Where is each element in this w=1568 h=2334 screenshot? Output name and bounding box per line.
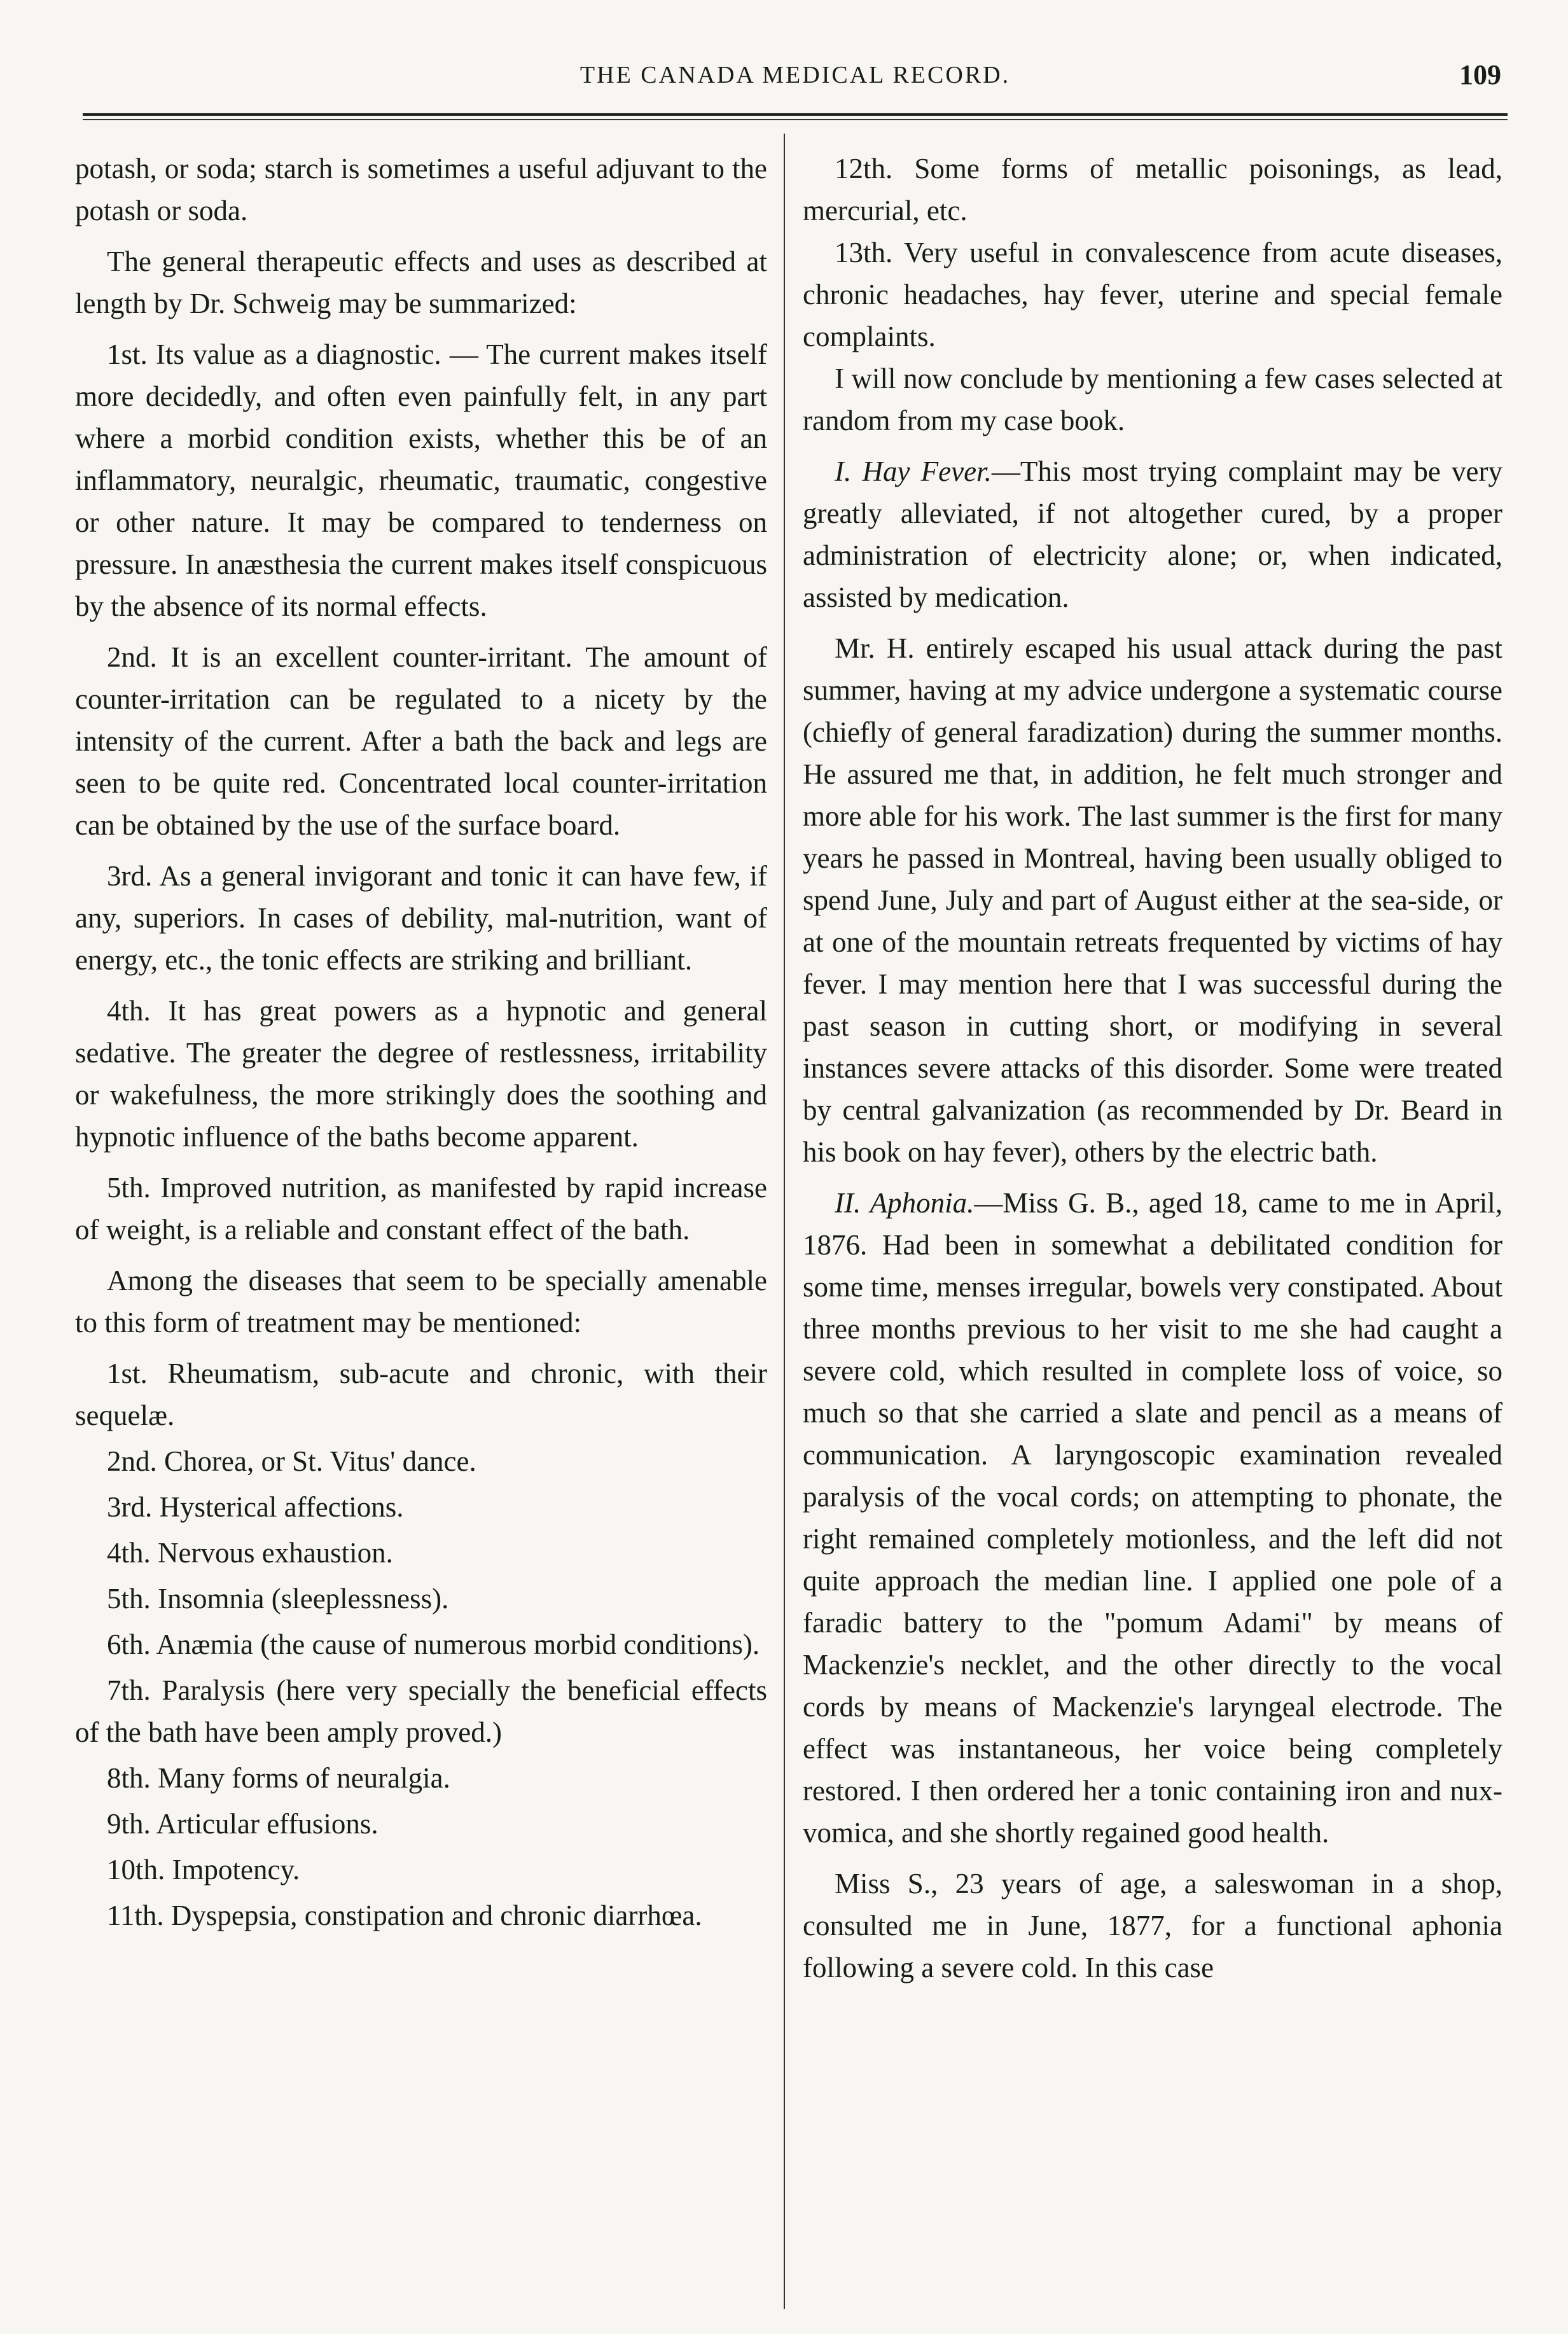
paragraph: potash, or soda; starch is sometimes a useful adjuvant to the potash or soda. bbox=[75, 153, 767, 226]
paragraph: 1st. Its value as a diagnostic. — The current makes itself more decidedly, and often even painfully felt, in any part where a morbid condition exists, whether this be of an inflammatory, neuralgic, rheumatic, traumatic, congestive or other nature. It may be compared to tenderness on pressure. In anæsthesia the current makes itself conspicuous by the absence of its normal effects. bbox=[75, 338, 767, 622]
list-item: 8th. Many forms of neuralgia. bbox=[107, 1762, 450, 1794]
column-divider bbox=[784, 134, 785, 2309]
list-item: 5th. Insomnia (sleeplessness). bbox=[107, 1583, 449, 1615]
list-item: 11th. Dyspepsia, constipation and chronic diarrhœa. bbox=[107, 1900, 702, 1931]
paragraph: I will now conclude by mentioning a few cases selected at random from my case book. bbox=[803, 363, 1502, 436]
paragraph: 2nd. It is an excellent counter-irritant. The amount of counter-irritation can be regulated to a nicety by the intensity of the current. After a bath the back and legs are seen to be quite red. Concentrated local counter-irritation can be obtained by the use of the surface board. bbox=[75, 641, 767, 841]
case-text: —Miss G. B., aged 18, came to me in April, 1876. Had been in somewhat a debilitated condition for some time, menses irregular, bowels very constipated. About three months previous to her visit to me she had caught a severe cold, which resulted in complete loss of voice, so much so that she carried a slate and pencil as a means of communication. A laryngoscopic examination revealed paralysis of the vocal cords; on attempting to phonate, the right remained completely motionless, and the left did not quite approach the median line. I applied one pole of a faradic battery to the "pomum Adami" by means of Mackenzie's necklet, and the other directly to the vocal cords by means of Mackenzie's laryngeal electrode. The effect was instantaneous, her voice being completely restored. I then ordered her a tonic containing iron and nux-vomica, and she shortly regained good health. bbox=[803, 1187, 1502, 1849]
list-item: 13th. Very useful in convalescence from acute diseases, chronic headaches, hay fever, uterine and special female complaints. bbox=[803, 237, 1502, 352]
list-item: 9th. Articular effusions. bbox=[107, 1808, 378, 1840]
right-column bbox=[803, 148, 1502, 1997]
list-item: 12th. Some forms of metallic poisonings, as lead, mercurial, etc. bbox=[803, 153, 1502, 226]
paragraph: 4th. It has great powers as a hypnotic and general sedative. The greater the degree of restlessness, irritability or wakefulness, the more strikingly does the soothing and hypnotic influence of the baths become apparent. bbox=[75, 995, 767, 1153]
paragraph: 3rd. As a general invigorant and tonic it can have few, if any, superiors. In cases of debility, mal-nutrition, want of energy, etc., the tonic effects are striking and brilliant. bbox=[75, 860, 767, 976]
left-column bbox=[75, 148, 767, 1940]
list-item: 1st. Rheumatism, sub-acute and chronic, with their sequelæ. bbox=[75, 1358, 767, 1431]
header-rule-thin bbox=[83, 119, 1508, 120]
running-head bbox=[83, 56, 1508, 101]
list-item: 6th. Anæmia (the cause of numerous morbid conditions). bbox=[107, 1629, 760, 1660]
case-text: —This most trying complaint may be very greatly alleviated, if not altogether cured, by a proper administration of electricity alone; or, when indicated, assisted by medication. bbox=[803, 455, 1503, 613]
header-rule bbox=[83, 113, 1508, 116]
paragraph bbox=[803, 1182, 1502, 1854]
list-item: 7th. Paralysis (here very specially the beneficial effects of the bath have been amply proved.) bbox=[75, 1674, 767, 1748]
paragraph bbox=[803, 450, 1502, 618]
case-heading: II. Aphonia. bbox=[835, 1187, 975, 1219]
list-item: 4th. Nervous exhaustion. bbox=[107, 1537, 393, 1569]
paragraph: Mr. H. entirely escaped his usual attack during the past summer, having at my advice undergone a systematic course (chiefly of general faradization) during the summer months. He assured me that, in addition, he felt much stronger and more able for his work. The last summer is the first for many years he passed in Montreal, having been usually obliged to spend June, July and part of August either at the sea-side, or at one of the mountain retreats frequented by victims of hay fever. I may mention here that I was successful during the past season in cutting short, or modifying in several instances severe attacks of this disorder. Some were treated by central galvanization (as recommended by Dr. Beard in his book on hay fever), others by the electric bath. bbox=[803, 632, 1502, 1168]
paragraph: 5th. Improved nutrition, as manifested by rapid increase of weight, is a reliable and constant effect of the bath. bbox=[75, 1172, 767, 1246]
case-heading: I. Hay Fever. bbox=[835, 455, 992, 487]
list-item: 10th. Impotency. bbox=[107, 1854, 300, 1886]
paragraph: The general therapeutic effects and uses as described at length by Dr. Schweig may be summarized: bbox=[75, 246, 767, 319]
list-item: 2nd. Chorea, or St. Vitus' dance. bbox=[107, 1445, 476, 1477]
paragraph: Miss S., 23 years of age, a saleswoman in a shop, consulted me in June, 1877, for a functional aphonia following a severe cold. In this case bbox=[803, 1868, 1502, 1983]
journal-title: THE CANADA MEDICAL RECORD. bbox=[579, 62, 1011, 88]
paragraph: Among the diseases that seem to be specially amenable to this form of treatment may be mentioned: bbox=[75, 1265, 767, 1338]
list-item: 3rd. Hysterical affections. bbox=[107, 1491, 404, 1523]
page-number: 109 bbox=[1459, 59, 1501, 90]
